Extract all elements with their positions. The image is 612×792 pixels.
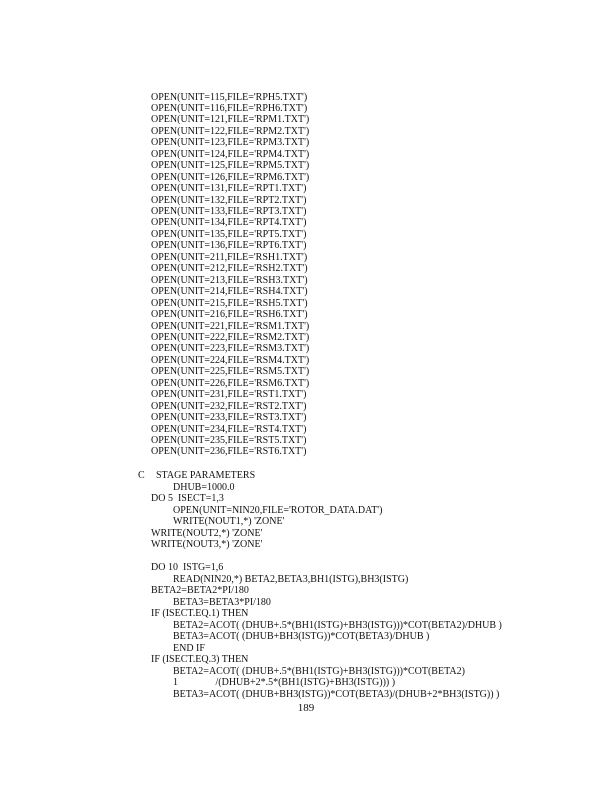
code-line-open: OPEN(UNIT=126,FILE='RPM6.TXT') [151,171,310,183]
code-line-read: READ(NIN20,*) BETA2,BETA3,BH1(ISTG),BH3(ISTG) [173,573,409,585]
code-line-open: OPEN(UNIT=124,FILE='RPM4.TXT') [151,148,310,160]
code-line-open: OPEN(UNIT=131,FILE='RPT1.TXT') [151,183,307,195]
code-line-beta2-rad: BETA2=BETA2*PI/180 [151,585,249,596]
code-line-open: OPEN(UNIT=223,FILE='RSM3.TXT') [151,343,310,355]
code-line-open: OPEN(UNIT=234,FILE='RST4.TXT') [151,423,307,435]
comment-stage-parameters: STAGE PARAMETERS [156,470,256,481]
code-line-open: OPEN(UNIT=123,FILE='RPM3.TXT') [151,137,310,149]
code-line-open: OPEN(UNIT=132,FILE='RPT2.TXT') [151,194,307,206]
code-line-open: OPEN(UNIT=232,FILE='RST2.TXT') [151,400,307,412]
code-line-open: OPEN(UNIT=233,FILE='RST3.TXT') [151,412,307,424]
code-line-open: OPEN(UNIT=213,FILE='RSH3.TXT') [151,274,308,286]
code-line-open: OPEN(UNIT=135,FILE='RPT5.TXT') [151,228,307,240]
code-line-end-if: END IF [173,642,205,654]
page-number: 189 [297,702,315,714]
code-line-if-isect3: IF (ISECT.EQ.3) THEN [151,654,249,665]
code-line-open: OPEN(UNIT=235,FILE='RST5.TXT') [151,435,307,446]
code-line-write-nout1: WRITE(NOUT1,*) 'ZONE' [173,516,285,527]
comment-marker: C [138,470,145,481]
code-line-open: OPEN(UNIT=122,FILE='RPM2.TXT') [151,125,310,137]
code-line-open: OPEN(UNIT=231,FILE='RST1.TXT') [151,389,307,401]
code-line-beta3-rad: BETA3=BETA3*PI/180 [173,596,271,608]
code-line-open: OPEN(UNIT=224,FILE='RSM4.TXT') [151,354,310,366]
code-line-dhub: DHUB=1000.0 [173,481,235,493]
code-line-open: OPEN(UNIT=226,FILE='RSM6.TXT') [151,377,310,389]
code-line-beta2-acot-3: BETA2=ACOT( (DHUB+.5*(BH1(ISTG)+BH3(ISTG)))*COT(BETA2) [173,665,465,677]
code-line-open: OPEN(UNIT=125,FILE='RPM5.TXT') [151,160,310,172]
code-line-do10: DO 10 ISTG=1,6 [151,562,224,573]
code-line-open: OPEN(UNIT=115,FILE='RPH5.TXT') [151,91,308,103]
code-line-continuation: 1 /(DHUB+2*.5*(BH1(ISTG)+BH3(ISTG))) ) [173,677,396,688]
code-line-beta3-acot-1: BETA3=ACOT( (DHUB+BH3(ISTG))*COT(BETA3)/DHUB ) [173,631,430,642]
code-line-open: OPEN(UNIT=225,FILE='RSM5.TXT') [151,366,310,378]
code-line-open: OPEN(UNIT=121,FILE='RPM1.TXT') [151,114,310,126]
code-line-beta3-acot-3: BETA3=ACOT( (DHUB+BH3(ISTG))*COT(BETA3)/(DHUB+2*BH3(ISTG)) ) [173,688,500,700]
code-line-open: OPEN(UNIT=216,FILE='RSH6.TXT') [151,309,308,321]
code-line-open: OPEN(UNIT=222,FILE='RSM2.TXT') [151,331,310,343]
code-line-open: OPEN(UNIT=214,FILE='RSH4.TXT') [151,286,308,298]
code-line-if-isect1: IF (ISECT.EQ.1) THEN [151,608,249,619]
code-line-beta2-acot-1: BETA2=ACOT( (DHUB+.5*(BH1(ISTG)+BH3(ISTG)))*COT(BETA2)/DHUB ) [173,619,502,631]
code-line-open: OPEN(UNIT=215,FILE='RSH5.TXT') [151,297,308,309]
code-line-open: OPEN(UNIT=136,FILE='RPT6.TXT') [151,240,307,252]
code-line-do5: DO 5 ISECT=1,3 [151,493,224,504]
code-line-open-rotor: OPEN(UNIT=NIN20,FILE='ROTOR_DATA.DAT') [173,504,383,516]
code-line-open: OPEN(UNIT=133,FILE='RPT3.TXT') [151,206,307,217]
code-line-write-nout2: WRITE(NOUT2,*) 'ZONE' [151,527,263,539]
code-line-open: OPEN(UNIT=221,FILE='RSM1.TXT') [151,320,310,332]
code-line-open: OPEN(UNIT=236,FILE='RST6.TXT') [151,446,307,458]
code-line-open: OPEN(UNIT=212,FILE='RSH2.TXT') [151,263,308,275]
code-line-open: OPEN(UNIT=134,FILE='RPT4.TXT') [151,217,307,229]
code-line-open: OPEN(UNIT=211,FILE='RSH1.TXT') [151,251,308,263]
code-line-write-nout3: WRITE(NOUT3,*) 'ZONE' [151,539,263,550]
code-line-open: OPEN(UNIT=116,FILE='RPH6.TXT') [151,102,308,114]
